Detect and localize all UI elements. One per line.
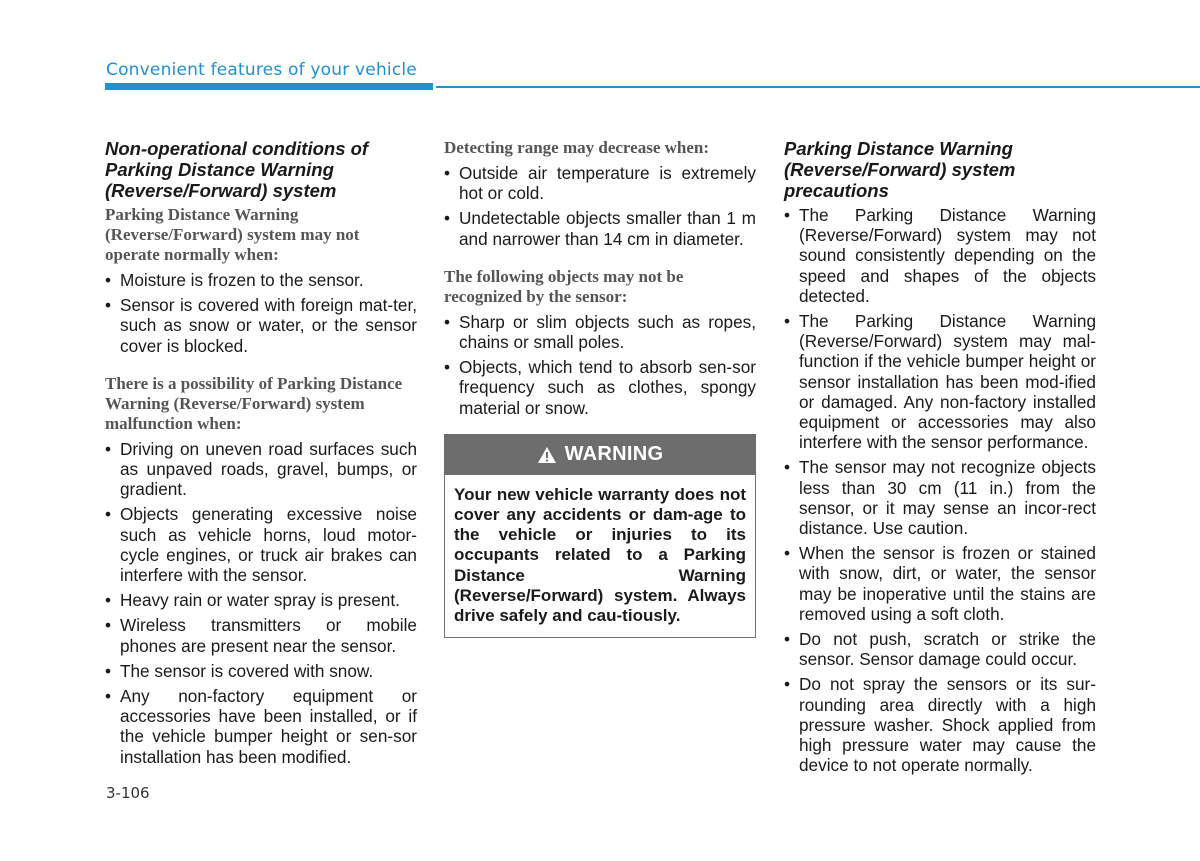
list-item: • Do not spray the sensors or its sur-rounding area directly with a high pressure washer. Shock applied from high pressure water may cause the device to not operate normally. bbox=[784, 674, 1096, 775]
list-item: • Do not push, scratch or strike the sensor. Sensor damage could occur. bbox=[784, 629, 1096, 669]
warning-box bbox=[444, 434, 756, 638]
bullet-list-unrecognized-objects bbox=[444, 312, 756, 418]
list-item: • The sensor may not recognize objects less than 30 cm (11 in.) from the sensor, or it may sense an incor-rect distance. Use caution. bbox=[784, 457, 1096, 538]
bullet-list-precautions bbox=[784, 205, 1096, 775]
warning-body-text: Your new vehicle warranty does not cover any accidents or dam-age to the vehicle or injuries to its occupants related to a Parking Distance Warning (Reverse/Forward) system. Always drive safely and cau-tiously. bbox=[454, 484, 746, 626]
header-accent-bar bbox=[105, 83, 433, 90]
list-item: • Moisture is frozen to the sensor. bbox=[105, 270, 417, 290]
column-middle bbox=[444, 138, 756, 638]
list-item: • The Parking Distance Warning (Reverse/Forward) system may mal-function if the vehicle bumper height or sensor installation has been mod-ified or damaged. Any non-factory installed equipment or accessories may also interfere with the sensor performance. bbox=[784, 311, 1096, 452]
list-item: • Sharp or slim objects such as ropes, chains or small poles. bbox=[444, 312, 756, 352]
page-number: 3-106 bbox=[106, 784, 150, 802]
section-heading-precautions: Parking Distance Warning (Reverse/Forward) system precautions bbox=[784, 138, 1016, 201]
list-item: • Objects generating excessive noise such as vehicle horns, loud motor-cycle engines, or truck air brakes can interfere with the sensor. bbox=[105, 504, 417, 585]
list-item: • Sensor is covered with foreign mat-ter, such as snow or water, or the sensor cover is blocked. bbox=[105, 295, 417, 356]
subheading-detecting-range: Detecting range may decrease when: bbox=[444, 138, 710, 157]
warning-header bbox=[445, 435, 755, 475]
list-item: • Driving on uneven road surfaces such as unpaved roads, gravel, bumps, or gradient. bbox=[105, 439, 417, 500]
list-item: • Objects, which tend to absorb sen-sor frequency such as clothes, spongy material or snow. bbox=[444, 357, 756, 418]
column-right bbox=[784, 138, 1096, 780]
list-item: • Undetectable objects smaller than 1 m and narrower than 14 cm in diameter. bbox=[444, 208, 756, 248]
list-item: • Heavy rain or water spray is present. bbox=[105, 590, 417, 610]
page-header-title: Convenient features of your vehicle bbox=[106, 60, 417, 80]
column-left bbox=[105, 138, 417, 772]
subheading-may-not-operate: Parking Distance Warning (Reverse/Forward) system may not operate normally when: bbox=[105, 205, 360, 264]
section-heading-non-operational: Non-operational conditions of Parking Distance Warning (Reverse/Forward) system bbox=[105, 138, 369, 201]
subheading-malfunction: There is a possibility of Parking Distance Warning (Reverse/Forward) system malfunction when: bbox=[105, 373, 403, 433]
bullet-list-detecting-range bbox=[444, 163, 756, 249]
list-item: • Outside air temperature is extremely hot or cold. bbox=[444, 163, 756, 203]
list-item: • Any non-factory equipment or accessories have been installed, or if the vehicle bumper height or sen-sor installation has been modified. bbox=[105, 686, 417, 767]
warning-triangle-icon bbox=[537, 446, 557, 464]
subheading-unrecognized-objects: The following objects may not be recognized by the sensor: bbox=[444, 266, 684, 306]
warning-title: WARNING bbox=[564, 443, 664, 466]
list-item: • When the sensor is frozen or stained with snow, dirt, or water, the sensor may be inoperative until the stains are removed using a soft cloth. bbox=[784, 543, 1096, 624]
header-divider-line bbox=[436, 86, 1200, 88]
bullet-list-malfunction bbox=[105, 439, 417, 767]
list-item: • Wireless transmitters or mobile phones are present near the sensor. bbox=[105, 615, 417, 655]
list-item: • The Parking Distance Warning (Reverse/Forward) system may not sound consistently depending on the speed and shapes of the objects detected. bbox=[784, 205, 1096, 306]
bullet-list-may-not-operate bbox=[105, 270, 417, 356]
list-item: • The sensor is covered with snow. bbox=[105, 661, 417, 681]
